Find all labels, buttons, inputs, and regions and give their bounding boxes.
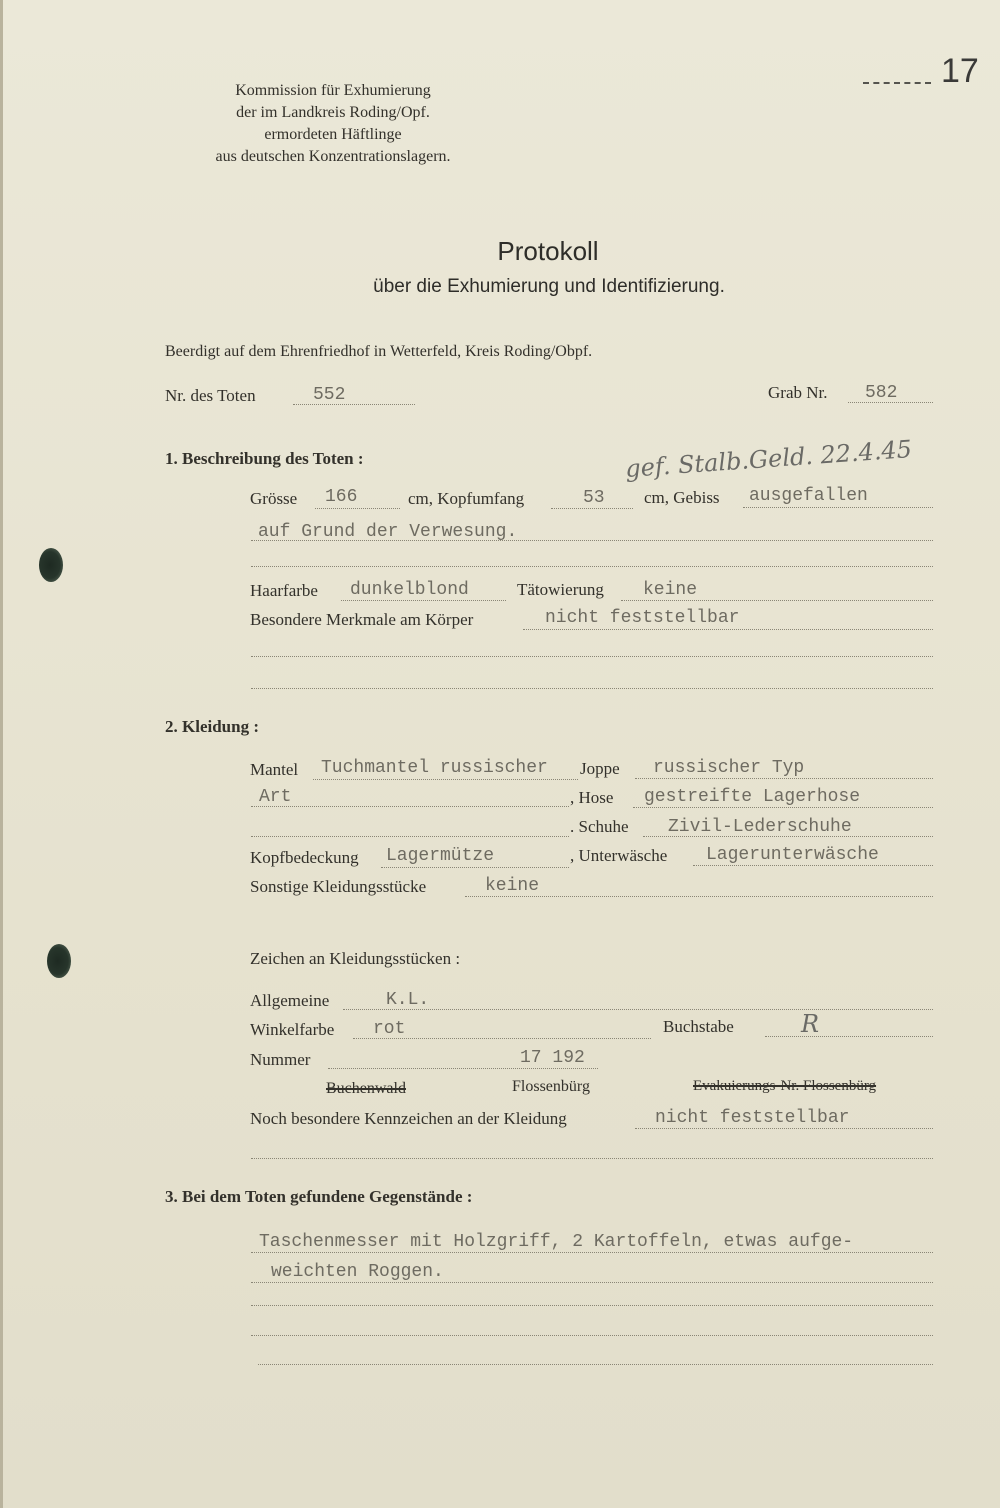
section1-heading: 1. Beschreibung des Toten : [165, 449, 364, 468]
kopfumfang-line [551, 508, 633, 509]
unterwaesche-label: , Unterwäsche [570, 846, 668, 865]
header-line: aus deutschen Konzentrationslagern. [215, 148, 451, 165]
winkelfarbe-label: Winkelfarbe [250, 1020, 335, 1039]
winkelfarbe-value: rot [373, 1019, 406, 1039]
page-number: 17 [941, 52, 979, 90]
taetowierung-label: Tätowierung [517, 580, 604, 599]
groesse-label: Grösse [250, 489, 298, 508]
header-line: Kommission für Exhumierung [235, 82, 431, 99]
haarfarbe-value: dunkelblond [350, 580, 469, 600]
noch-label: Noch besondere Kennzeichen an der Kleidung [250, 1109, 567, 1128]
joppe-line [635, 778, 933, 779]
mantel-label: Mantel [250, 760, 299, 779]
camp-flossenbuerg: Flossenbürg [512, 1078, 590, 1095]
noch-line [635, 1128, 933, 1129]
buchstabe-label: Buchstabe [663, 1017, 734, 1036]
mantel-value: Tuchmantel russischer [321, 758, 548, 778]
header-line: der im Landkreis Roding/Opf. [236, 104, 430, 121]
allgemeine-label: Allgemeine [250, 991, 330, 1010]
buchstabe-value: R [801, 1010, 820, 1038]
dead-no-value: 552 [313, 385, 346, 405]
hose-value: gestreifte Lagerhose [644, 787, 861, 807]
gebiss-label: cm, Gebiss [644, 488, 720, 507]
header-line: ermordeten Häftlinge [264, 126, 402, 143]
sonstige-line [465, 896, 933, 897]
kopfbedeckung-value: Lagermütze [386, 846, 495, 866]
gebiss-line [743, 507, 933, 508]
haarfarbe-label: Haarfarbe [250, 581, 318, 600]
camp-buchenwald: Buchenwald [326, 1080, 406, 1097]
page-subtitle: über die Exhumierung und Identifizierung. [373, 276, 725, 297]
dead-no-label: Nr. des Toten [165, 386, 256, 405]
merkmale-label: Besondere Merkmale am Körper [250, 610, 474, 629]
haarfarbe-line [341, 600, 506, 601]
unterwaesche-line [693, 865, 933, 866]
mantel-cont-line [251, 806, 569, 807]
nummer-value: 17 192 [520, 1048, 585, 1068]
nummer-label: Nummer [250, 1050, 311, 1069]
burial-line: Beerdigt auf dem Ehrenfriedhof in Wetterfeld, Kreis Roding/Obpf. [165, 343, 593, 360]
mantel-cont-value: Art [259, 787, 292, 807]
blank-line [251, 688, 933, 689]
sonstige-value: keine [485, 876, 540, 896]
joppe-label: Joppe [580, 759, 620, 778]
items-line-2-text: weichten Roggen. [271, 1262, 444, 1282]
punch-hole [39, 548, 63, 582]
blank-line [251, 1158, 933, 1159]
buchstabe-line [765, 1036, 933, 1037]
blank-line [251, 836, 569, 837]
blank-line [251, 656, 933, 657]
section3-heading: 3. Bei dem Toten gefundene Gegenstände : [165, 1187, 473, 1206]
dead-no-line [293, 404, 415, 405]
items-line-1 [251, 1252, 933, 1253]
sonstige-label: Sonstige Kleidungsstücke [250, 877, 427, 896]
mantel-line [313, 779, 578, 780]
taetowierung-value: keine [643, 580, 698, 600]
section2-heading: 2. Kleidung : [165, 717, 259, 736]
taetowierung-line [621, 600, 933, 601]
items-line-1-text: Taschenmesser mit Holzgriff, 2 Kartoffeln, etwas aufge- [259, 1232, 854, 1252]
gebiss-value: ausgefallen [749, 486, 868, 506]
zeichen-label: Zeichen an Kleidungsstücken : [250, 949, 461, 968]
hose-label: , Hose [570, 788, 614, 807]
joppe-value: russischer Typ [653, 758, 805, 778]
page-title: Protokoll [497, 236, 599, 266]
handwritten-note: gef. Stalb.Geld. 22.4.45 [624, 435, 913, 483]
camp-evakuierung: Evakuierungs-Nr. Flossenbürg [693, 1078, 877, 1094]
nummer-line [328, 1068, 598, 1069]
grave-no-value: 582 [865, 383, 898, 403]
merkmale-line [523, 629, 933, 630]
groesse-value: 166 [325, 487, 358, 507]
schuhe-label: . Schuhe [570, 817, 629, 836]
kopfumfang-label: cm, Kopfumfang [408, 489, 525, 508]
blank-line [251, 566, 933, 567]
kopfumfang-value: 53 [583, 488, 605, 508]
commission-header [173, 80, 493, 168]
blank-line [258, 1364, 933, 1365]
gebiss-cont-value: auf Grund der Verwesung. [258, 522, 518, 542]
schuhe-value: Zivil-Lederschuhe [668, 817, 852, 837]
grave-no-label: Grab Nr. [768, 383, 828, 402]
page-number-dashes [863, 82, 931, 84]
blank-line [251, 1335, 933, 1336]
hose-line [633, 807, 933, 808]
kopfbedeckung-line [381, 867, 569, 868]
groesse-line [315, 508, 400, 509]
punch-hole [47, 944, 71, 978]
kopfbedeckung-label: Kopfbedeckung [250, 848, 359, 867]
blank-line [251, 1305, 933, 1306]
merkmale-value: nicht feststellbar [545, 608, 740, 628]
allgemeine-value: K.L. [386, 990, 430, 1010]
items-line-2 [251, 1282, 933, 1283]
allgemeine-line [343, 1009, 933, 1010]
noch-value: nicht feststellbar [655, 1108, 850, 1128]
unterwaesche-value: Lagerunterwäsche [706, 845, 879, 865]
